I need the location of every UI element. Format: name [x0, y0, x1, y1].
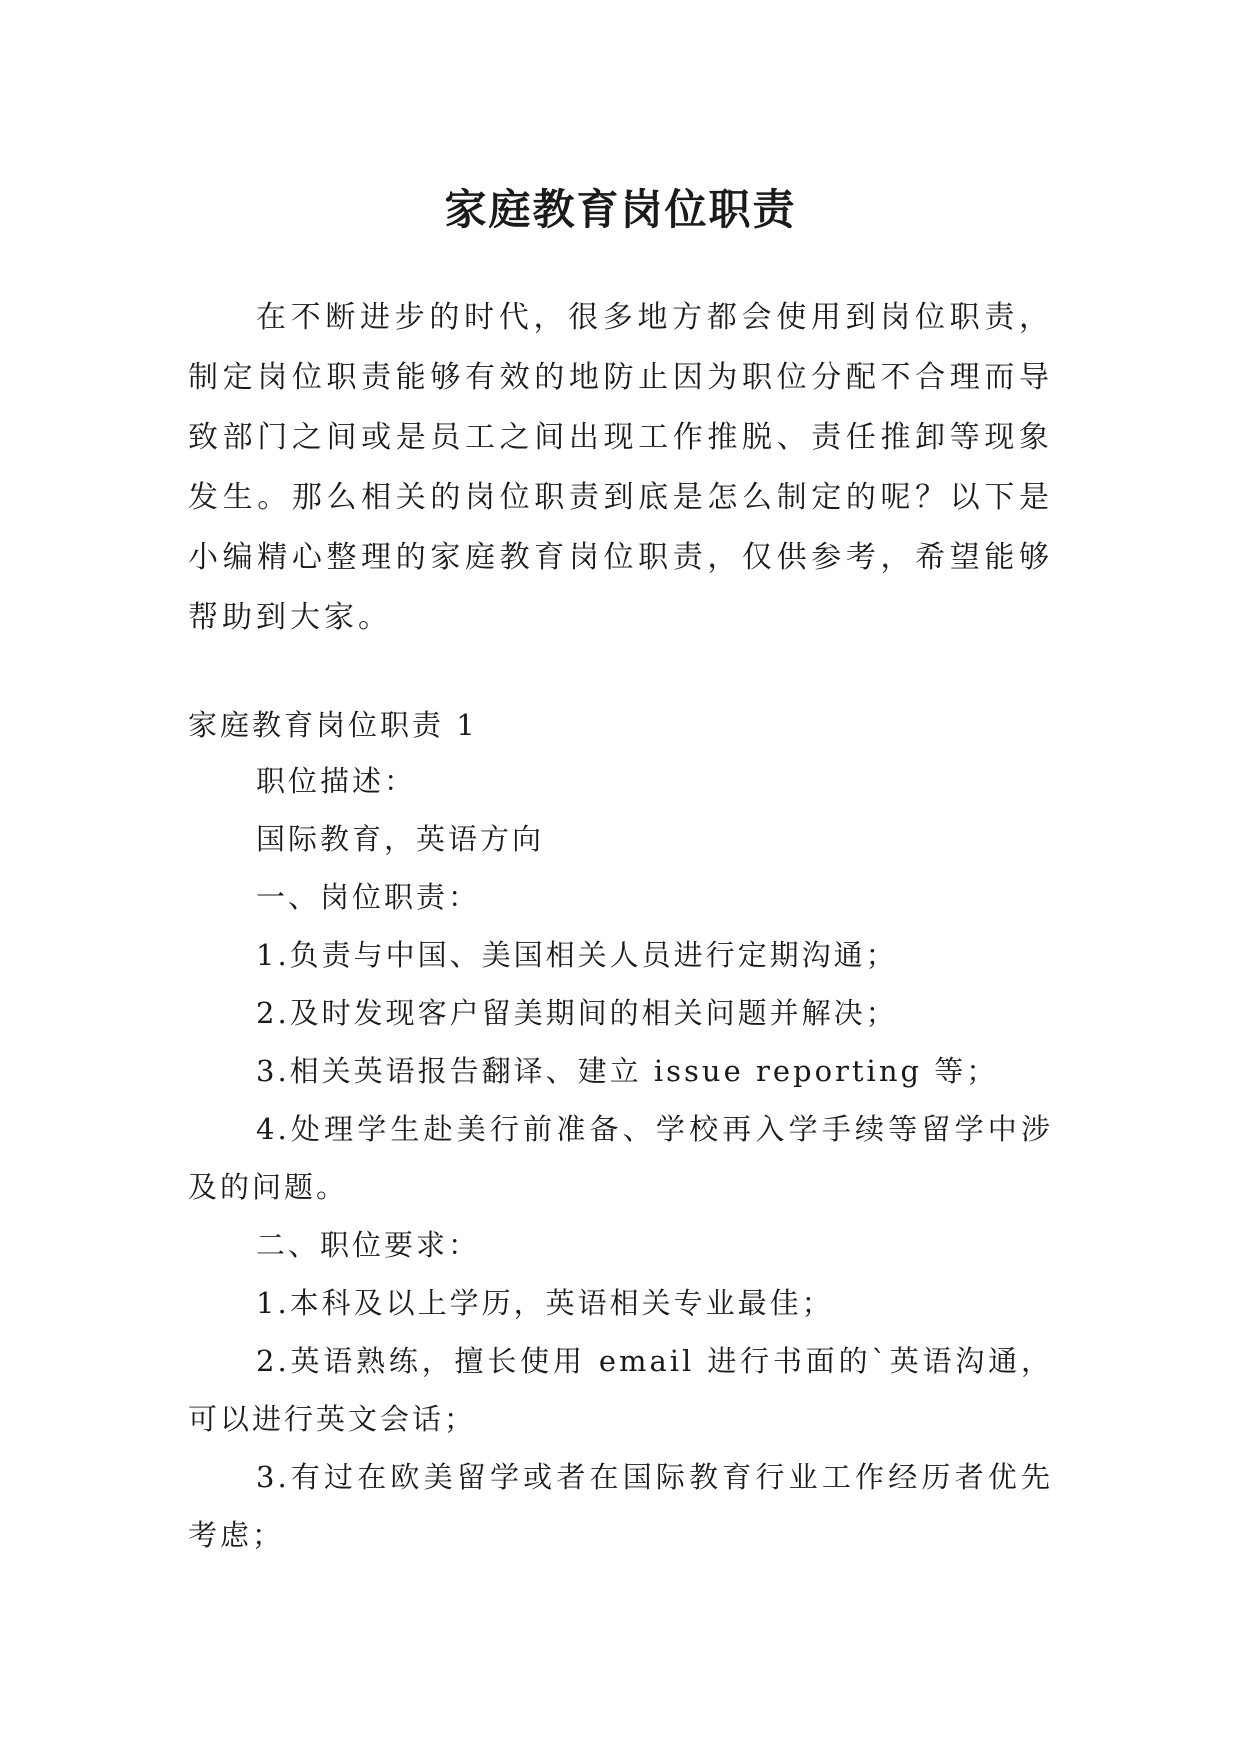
paragraph-direction: 国际教育，英语方向: [256, 822, 545, 856]
paragraph-duty-1: 1.负责与中国、美国相关人员进行定期沟通；: [256, 938, 898, 972]
document-body: [188, 752, 1053, 1564]
document-title: 家庭教育岗位职责: [444, 185, 797, 235]
paragraph-duties-heading: 一、岗位职责：: [256, 880, 481, 914]
paragraph-requirement-1: 1.本科及以上学历，英语相关专业最佳；: [256, 1286, 834, 1320]
paragraph-job-description-label: 职位描述：: [256, 764, 417, 798]
paragraph-requirements-heading: 二、职位要求：: [256, 1228, 481, 1262]
paragraph-duty-4: 4.处理学生赴美行前准备、学校再入学手续等留学中涉及的问题。: [188, 1112, 1053, 1204]
intro-paragraph: 在不断进步的时代，很多地方都会使用到岗位职责，制定岗位职责能够有效的地防止因为职位分配不合理而导致部门之间或是员工之间出现工作推脱、责任推卸等现象发生。那么相关的岗位职责到底是怎么制定的呢？以下是小编精心整理的家庭教育岗位职责，仅供参考，希望能够帮助到大家。: [188, 300, 1053, 635]
paragraph-requirement-3: 3.有过在欧美留学或者在国际教育行业工作经历者优先考虑；: [188, 1460, 1053, 1552]
paragraph-requirement-2: 2.英语熟练，擅长使用 email 进行书面的`英语沟通，可以进行英文会话；: [188, 1344, 1053, 1436]
section-heading: 家庭教育岗位职责 1: [188, 708, 478, 742]
paragraph-duty-3: 3.相关英语报告翻译、建立 issue reporting 等；: [256, 1054, 999, 1088]
paragraph-duty-2: 2.及时发现客户留美期间的相关问题并解决；: [256, 996, 898, 1030]
